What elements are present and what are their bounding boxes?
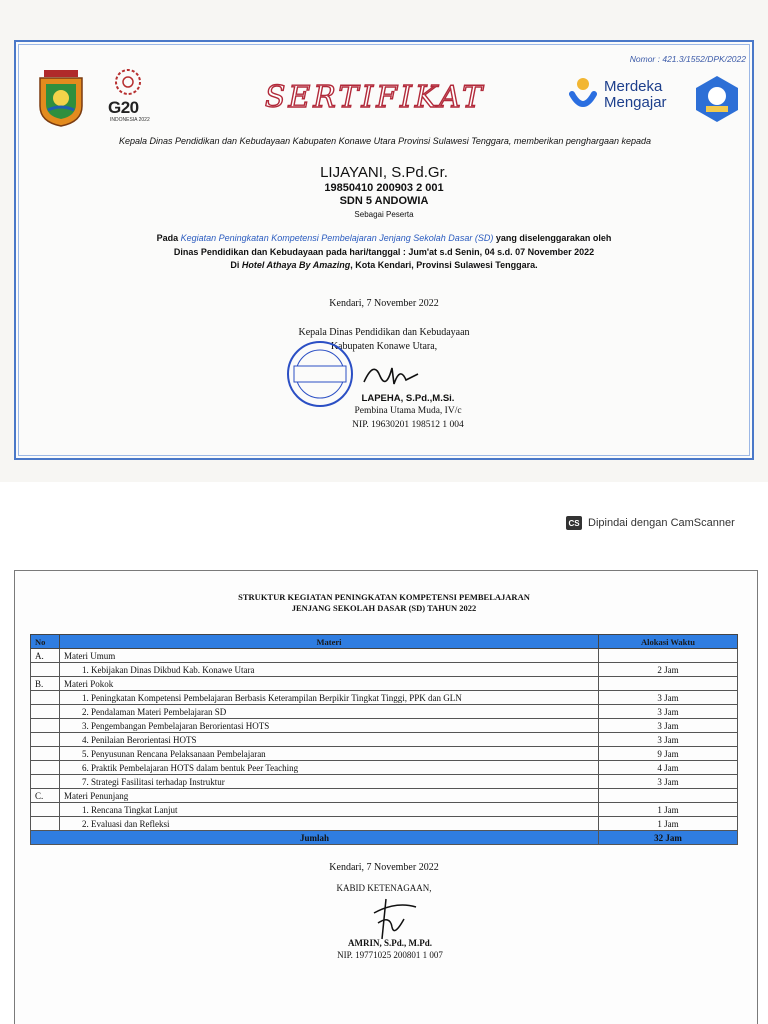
cell-no xyxy=(31,663,60,677)
cell-no xyxy=(31,747,60,761)
cell-materi: 5. Penyusunan Rencana Pelaksanaan Pembelajaran xyxy=(60,747,599,761)
footer-total: 32 Jam xyxy=(599,831,738,845)
g20-logo xyxy=(104,66,154,130)
structure-place-date: Kendari, 7 November 2022 xyxy=(329,862,439,873)
cell-alokasi: 9 Jam xyxy=(599,747,738,761)
signer-nip: NIP. 19630201 198512 1 004 xyxy=(352,420,464,430)
signature-kepala-dinas xyxy=(360,356,420,392)
cell-alokasi: 2 Jam xyxy=(599,663,738,677)
cell-alokasi: 3 Jam xyxy=(599,775,738,789)
tut-wuri-handayani-icon xyxy=(694,74,740,124)
table-row xyxy=(31,663,738,677)
certificate-body-line3 xyxy=(0,260,768,270)
cell-alokasi: 3 Jam xyxy=(599,733,738,747)
structure-title-line1: STRUKTUR KEGIATAN PENINGKATAN KOMPETENSI PEMBELAJARAN xyxy=(238,592,530,602)
cell-no xyxy=(31,691,60,705)
cell-no xyxy=(31,719,60,733)
table-row xyxy=(31,733,738,747)
table-row xyxy=(31,705,738,719)
cell-no: C. xyxy=(31,789,60,803)
structure-signer-name: AMRIN, S.Pd., M.Pd. xyxy=(347,938,432,948)
signer-rank: Pembina Utama Muda, IV/c xyxy=(354,406,462,416)
body-di: Di xyxy=(230,260,240,270)
cell-no xyxy=(31,733,60,747)
certificate-body-line2: Dinas Pendidikan dan Kebudayaan pada hari/tanggal : Jum'at s.d Senin, 04 s.d. 07 November 2022 xyxy=(173,247,595,257)
table-row xyxy=(31,817,738,831)
cell-materi: 3. Pengembangan Pembelajaran Berorientasi HOTS xyxy=(60,719,599,733)
cell-materi: Materi Penunjang xyxy=(60,789,599,803)
cell-alokasi: 3 Jam xyxy=(599,691,738,705)
recipient-name: LIJAYANI, S.Pd.Gr. xyxy=(320,164,448,181)
table-header-row xyxy=(31,635,738,649)
structure-title-line2: JENJANG SEKOLAH DASAR (SD) TAHUN 2022 xyxy=(291,603,477,613)
structure-signer-title: KABID KETENAGAAN, xyxy=(336,883,432,893)
certificate-title: SERTIFIKAT xyxy=(264,80,486,115)
camscanner-watermark xyxy=(566,514,735,532)
cell-no xyxy=(31,775,60,789)
cell-materi: Materi Pokok xyxy=(60,677,599,691)
camscanner-label: Dipindai dengan CamScanner xyxy=(588,517,735,529)
cell-no xyxy=(31,803,60,817)
cell-materi: 1. Rencana Tingkat Lanjut xyxy=(60,803,599,817)
cell-alokasi xyxy=(599,677,738,691)
cell-materi: 1. Peningkatan Kompetensi Pembelajaran Berbasis Keterampilan Berpikir Tingkat Tinggi, PPK dan GLN xyxy=(60,691,599,705)
certificate-number: Nomor : 421.3/1552/DPK/2022 xyxy=(629,54,746,64)
table-row xyxy=(31,775,738,789)
certificate-place-date: Kendari, 7 November 2022 xyxy=(329,298,439,309)
cell-no xyxy=(31,761,60,775)
table-body xyxy=(31,649,738,831)
recipient-role: Sebagai Peserta xyxy=(354,210,414,219)
cell-no xyxy=(31,817,60,831)
body-location: , Kota Kendari, Provinsi Sulawesi Tenggara. xyxy=(350,260,538,270)
structure-table xyxy=(30,634,738,845)
table-row xyxy=(31,691,738,705)
camscanner-icon: CS xyxy=(566,516,582,530)
structure-signer-nip: NIP. 19771025 200801 1 007 xyxy=(337,950,443,960)
table-row xyxy=(31,761,738,775)
cell-no xyxy=(31,705,60,719)
g20-logo-text: G20 xyxy=(108,98,139,117)
cell-materi: 7. Strategi Fasilitasi terhadap Instruktur xyxy=(60,775,599,789)
signer-name: LAPEHA, S.Pd.,M.Si. xyxy=(361,393,455,404)
cell-alokasi: 1 Jam xyxy=(599,803,738,817)
cell-materi: 1. Kebijakan Dinas Dikbud Kab. Konawe Utara xyxy=(60,663,599,677)
mengajar-text: Mengajar xyxy=(604,94,667,111)
g20-logo-subtext: INDONESIA 2022 xyxy=(110,117,150,123)
header-no: No xyxy=(31,635,60,649)
recipient-school: SDN 5 ANDOWIA xyxy=(339,195,429,207)
cell-alokasi xyxy=(599,789,738,803)
cell-materi: 6. Praktik Pembelajaran HOTS dalam bentuk Peer Teaching xyxy=(60,761,599,775)
cell-alokasi: 1 Jam xyxy=(599,817,738,831)
cell-materi: 2. Evaluasi dan Refleksi xyxy=(60,817,599,831)
body-suffix: yang diselenggarakan oleh xyxy=(495,233,612,243)
footer-label: Jumlah xyxy=(31,831,599,845)
kabupaten-logo xyxy=(36,68,86,128)
signer-title-line2: Kabupaten Konawe Utara, xyxy=(330,341,438,352)
table-row xyxy=(31,789,738,803)
merdeka-text: Merdeka xyxy=(604,78,663,95)
header-materi: Materi xyxy=(60,635,599,649)
certificate-body-line1 xyxy=(0,233,768,243)
table-row xyxy=(31,677,738,691)
header-alokasi: Alokasi Waktu xyxy=(599,635,738,649)
table-row xyxy=(31,803,738,817)
cell-alokasi xyxy=(599,649,738,663)
table-row xyxy=(31,747,738,761)
certificate-intro: Kepala Dinas Pendidikan dan Kebudayaan Kabupaten Konawe Utara Provinsi Sulawesi Tenggara, memberikan penghargaan kepada xyxy=(118,136,652,146)
cell-materi: Materi Umum xyxy=(60,649,599,663)
table-row xyxy=(31,719,738,733)
cell-materi: 2. Pendalaman Materi Pembelajaran SD xyxy=(60,705,599,719)
body-pada: Pada xyxy=(156,233,179,243)
signer-title-line1: Kepala Dinas Pendidikan dan Kebudayaan xyxy=(298,327,470,338)
cell-materi: 4. Penilaian Berorientasi HOTS xyxy=(60,733,599,747)
cell-no: B. xyxy=(31,677,60,691)
cell-alokasi: 3 Jam xyxy=(599,705,738,719)
merdeka-mengajar-logo xyxy=(568,72,758,128)
table-row xyxy=(31,649,738,663)
cell-alokasi: 3 Jam xyxy=(599,719,738,733)
cell-alokasi: 4 Jam xyxy=(599,761,738,775)
table-footer-row xyxy=(31,831,738,845)
hotel-name: Hotel Athaya By Amazing xyxy=(241,260,351,270)
cell-no: A. xyxy=(31,649,60,663)
recipient-nip: 19850410 200903 2 001 xyxy=(324,182,444,194)
activity-name: Kegiatan Peningkatan Kompetensi Pembelajaran Jenjang Sekolah Dasar (SD) xyxy=(180,233,494,243)
